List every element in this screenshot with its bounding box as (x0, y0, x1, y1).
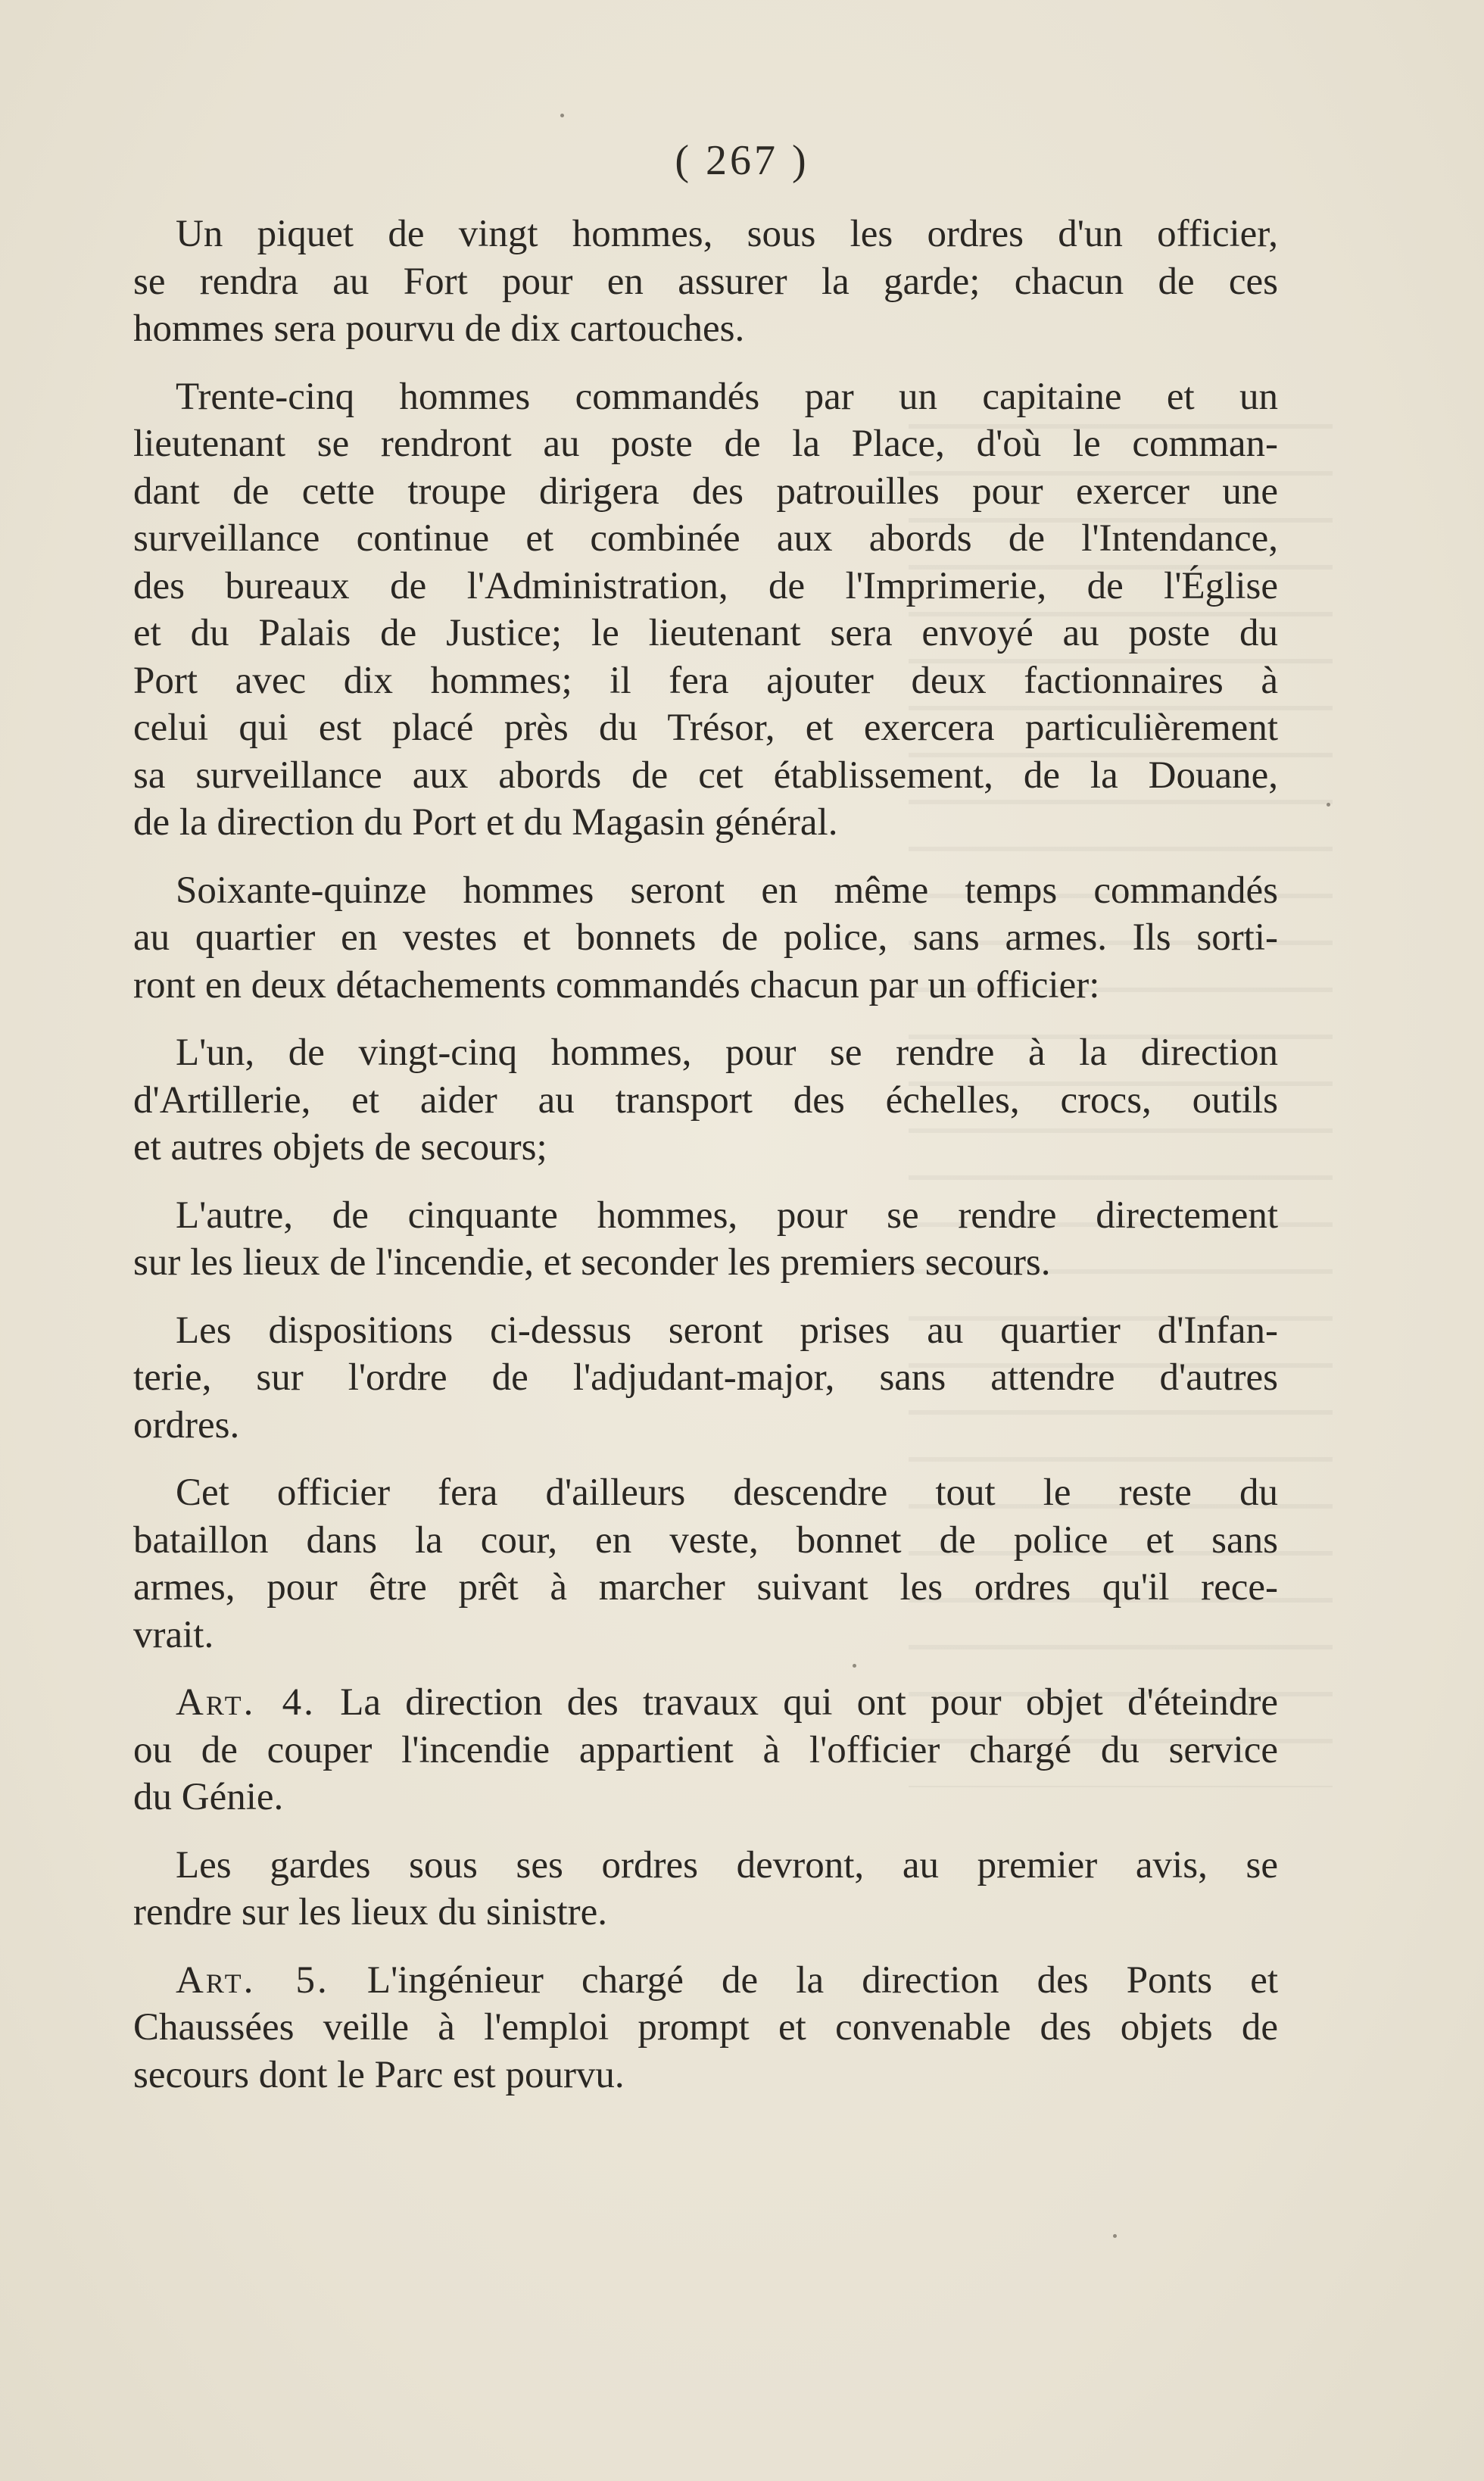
text-line: terie, sur l'ordre de l'adjudant-major, sans attendre d'autres (133, 1356, 1278, 1399)
text-line: et autres objets de secours; (133, 1126, 547, 1169)
paragraph (133, 1469, 1278, 1659)
text-line: L'autre, de cinquante hommes, pour se rendre directement (176, 1194, 1278, 1237)
text-line: ordres. (133, 1403, 240, 1446)
article-label: Art. 5. (176, 1958, 329, 2002)
article-text: La direction des travaux qui ont pour objet d'éteindre (315, 1681, 1278, 1724)
text-line: lieutenant se rendront au poste de la Place, d'où le comman- (133, 423, 1278, 465)
text-line: armes, pour être prêt à marcher suivant les ordres qu'il rece- (133, 1566, 1278, 1609)
text-line: bataillon dans la cour, en veste, bonnet de police et sans (133, 1518, 1278, 1562)
paragraph (133, 1679, 1278, 1821)
paragraph (133, 867, 1278, 1010)
text-line: L'un, de vingt-cinq hommes, pour se rendre à la direction (176, 1031, 1278, 1074)
text-line: Cet officier fera d'ailleurs descendre tout le reste du (176, 1471, 1278, 1514)
paper-speck (853, 1664, 856, 1668)
text-line: vrait. (133, 1613, 214, 1656)
body-text (133, 211, 1278, 2119)
text-line: Les gardes sous ses ordres devront, au premier avis, se (176, 1843, 1278, 1886)
text-line: Soixante-quinze hommes seront en même temps commandés (176, 869, 1278, 912)
text-line: secours dont le Parc est pourvu. (133, 2053, 625, 2096)
text-line: d'Artillerie, et aider au transport des échelles, crocs, outils (133, 1078, 1278, 1122)
article-label: Art. 4. (176, 1681, 316, 1724)
paragraph (133, 373, 1278, 847)
text-line: surveillance continue et combinée aux abords de l'Intendance, (133, 517, 1278, 560)
article-text: L'ingénieur chargé de la direction des Ponts et (329, 1958, 1278, 2002)
text-line: ou de couper l'incendie appartient à l'officier chargé du service (133, 1728, 1278, 1771)
text-line: Les dispositions ci-dessus seront prises au quartier d'Infan- (176, 1309, 1278, 1352)
text-line: sur les lieux de l'incendie, et seconder les premiers secours. (133, 1241, 1051, 1284)
text-line: hommes sera pourvu de dix cartouches. (133, 307, 745, 350)
text-line: Chaussées veille à l'emploi prompt et convenable des objets de (133, 2006, 1278, 2049)
paper-speck (560, 114, 564, 117)
text-line: et du Palais de Justice; le lieutenant sera envoyé au poste du (133, 612, 1278, 654)
paragraph (133, 1192, 1278, 1287)
page-number: ( 267 ) (675, 137, 809, 184)
text-line: celui qui est placé près du Trésor, et exercera particulièrement (133, 707, 1278, 749)
text-line (133, 1679, 1278, 1727)
paragraph (133, 1957, 1278, 2099)
text-line: Trente-cinq hommes commandés par un capitaine et un (176, 375, 1278, 418)
text-line: Port avec dix hommes; il fera ajouter deux factionnaires à (133, 659, 1278, 702)
text-line: du Génie. (133, 1776, 284, 1818)
text-line: dant de cette troupe dirigera des patrouilles pour exercer une (133, 470, 1278, 513)
text-line: des bureaux de l'Administration, de l'Imprimerie, de l'Église (133, 564, 1278, 607)
text-line: au quartier en vestes et bonnets de police, sans armes. Ils sorti- (133, 916, 1278, 959)
text-line: rendre sur les lieux du sinistre. (133, 1891, 608, 1933)
paragraph (133, 1842, 1278, 1936)
text-line: ront en deux détachements commandés chacun par un officier: (133, 963, 1100, 1006)
text-line: sa surveillance aux abords de cet établissement, de la Douane, (133, 754, 1278, 797)
paragraph (133, 211, 1278, 353)
text-line: Un piquet de vingt hommes, sous les ordres d'un officier, (176, 213, 1278, 255)
text-line: de la direction du Port et du Magasin général. (133, 801, 838, 844)
paragraph (133, 1029, 1278, 1172)
paper-speck (1327, 803, 1330, 807)
paragraph (133, 1307, 1278, 1450)
text-line (133, 1957, 1278, 2005)
text-line: se rendra au Fort pour en assurer la garde; chacun de ces (133, 260, 1278, 303)
paper-speck (1113, 2234, 1117, 2238)
